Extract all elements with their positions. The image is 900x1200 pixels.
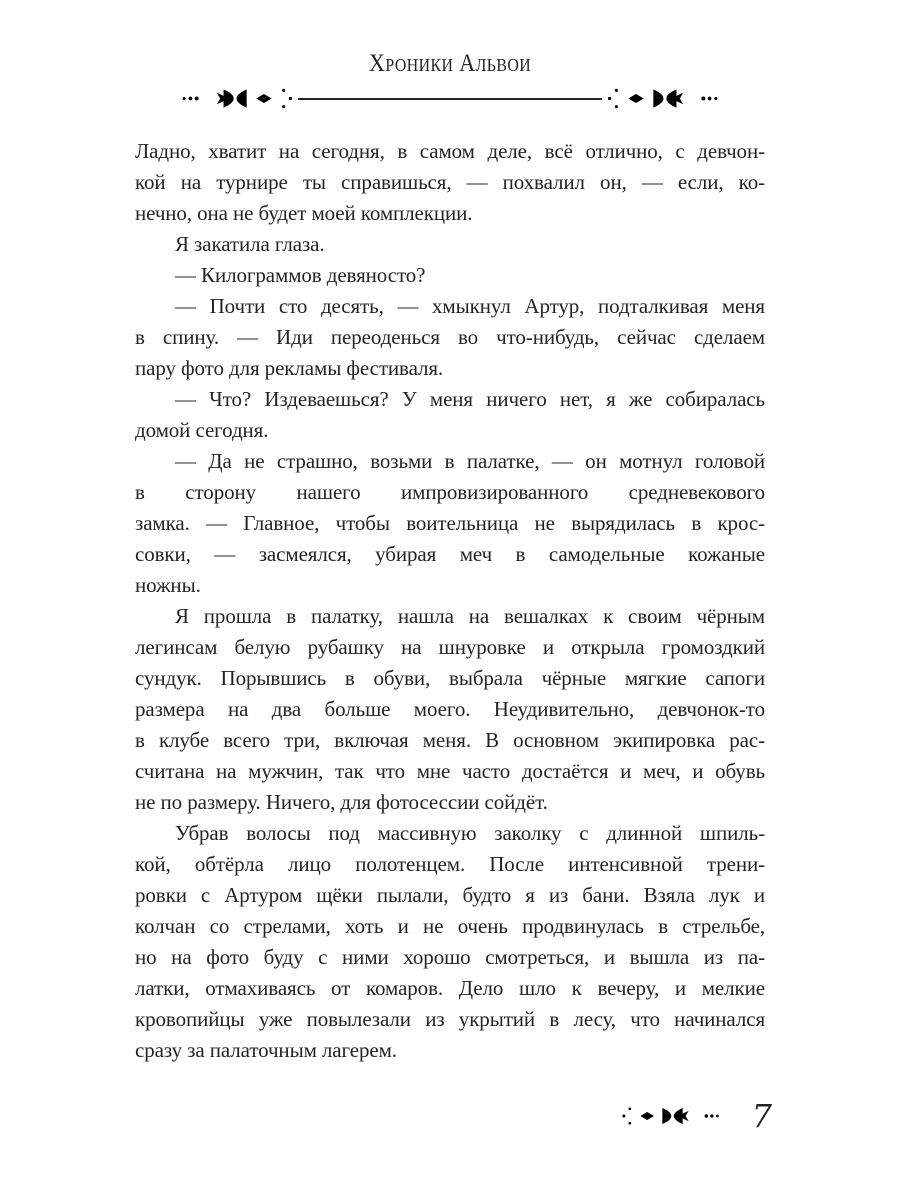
footer-dotted-arrow-crescent-ornament-icon [618,1105,722,1127]
page-footer [618,1096,772,1136]
paragraph [135,291,765,384]
text-line: в спину. — Иди переоденься во что-нибудь, сейчас сделаем [135,325,765,349]
text-line: — Да не страшно, возьми в палатке, — он мотнул головой [175,449,765,473]
text-line: колчан со стрелами, хоть и не очень продвинулась в стрельбе, [135,914,765,938]
text-line: домой сегодня. [135,418,269,442]
text-line: замка. — Главное, чтобы воительница не вырядилась в крос- [135,511,765,535]
text-line: пару фото для рекламы фестиваля. [135,356,444,380]
text-line: — Что? Издеваешься? У меня ничего нет, я же собиралась [175,387,765,411]
text-line: кой, обтёрла лицо полотенцем. После интенсивной трени- [135,852,765,876]
paragraph [135,446,765,601]
text-line: кой на турнире ты справишься, — похвалил он, — если, ко- [135,170,765,194]
text-line: — Почти сто десять, — хмыкнул Артур, подталкивая меня [175,294,765,318]
paragraph [135,136,765,229]
page-title [135,50,765,78]
paragraph [135,601,765,818]
text-line: легинсам белую рубашку на шнуровке и открыла громоздкий [135,635,765,659]
text-line: ножны. [135,573,201,597]
text-line: размера на два больше моего. Неудивительно, девчонок-то [135,697,765,721]
text-line: сразу за палаточным лагерем. [135,1038,397,1062]
text-line: — Килограммов девяносто? [175,263,426,287]
chapter-header [135,0,765,111]
paragraph [135,229,765,260]
text-line: латки, отмахиваясь от комаров. Дело шло к вечеру, и мелкие [135,976,765,1000]
text-line: Я закатила глаза. [175,232,325,256]
text-line: в клубе всего три, включая меня. В основном экипировка рас- [135,728,765,752]
text-line: совки, — засмеялся, убирая меч в самодельные кожаные [135,542,765,566]
text-line: не по размеру. Ничего, для фотосессии сойдёт. [135,790,548,814]
dotted-arrow-crescent-divider-left-icon [179,86,297,111]
dotted-arrow-crescent-divider-right-icon [603,86,721,111]
text-line: Ладно, хватит на сегодня, в самом деле, всё отлично, с девчон- [135,139,765,163]
chapter-title-text: Хроники Альвои [368,50,532,77]
text-line: Я прошла в палатку, нашла на вешалках к своим чёрным [175,604,765,628]
text-line: но на фото буду с ними хорошо смотреться, и вышла из па- [135,945,765,969]
text-line: Убрав волосы под массивную заколку с длинной шпиль- [175,821,765,845]
header-ornament-rule [135,86,765,111]
page-number: 7 [751,1097,772,1135]
text-line: ровки с Артуром щёки пылали, будто я из бани. Взяла лук и [135,883,765,907]
text-line: нечно, она не будет моей комплекции. [135,201,473,225]
paragraph [135,384,765,446]
text-line: кровопийцы уже повылезали из укрытий в лесу, что начинался [135,1007,765,1031]
paragraph [135,818,765,1066]
text-line: сундук. Порывшись в обуви, выбрала чёрные мягкие сапоги [135,666,765,690]
paragraph [135,260,765,291]
header-rule-line [298,98,602,100]
text-line: в сторону нашего импровизированного средневекового [135,480,765,504]
page-body [135,136,765,1066]
text-line: считана на мужчин, так что мне часто достаётся и меч, и обувь [135,759,765,783]
